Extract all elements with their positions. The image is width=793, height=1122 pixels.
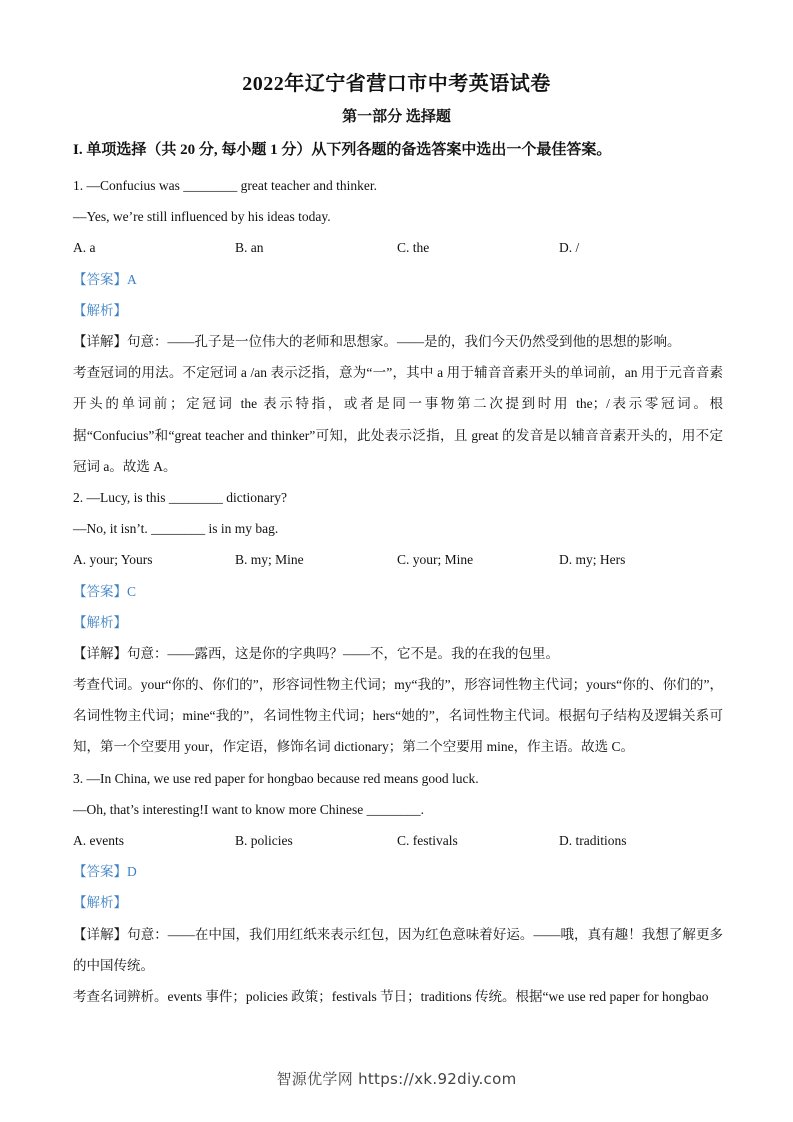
options-row — [73, 544, 723, 575]
option-b: B. policies — [235, 833, 293, 849]
explanation-text: 考查冠词的用法。不定冠词 a /an 表示泛指，意为“一”，其中 a 用于辅音音素开头的单词前，an 用于元音音素开头的单词前；定冠词 the 表示特指，或者是同一事物第二次提到时用 the；/表示零冠词。根据“Confucius”和“great teacher and thinker”可知，此处表示泛指，且 great 的发音是以辅音音素开头的，用不定冠词 a。故选 A。 — [73, 365, 723, 474]
questions-content — [73, 170, 723, 1012]
detail-translation: 【详解】句意：——露西，这是你的字典吗？——不，它不是。我的在我的包里。 — [73, 645, 559, 661]
detail-translation: 【详解】句意：——在中国，我们用红纸来表示红包，因为红色意味着好运。——哦，真有趣！我想了解更多的中国传统。 — [73, 926, 723, 973]
question-block — [73, 482, 723, 763]
option-a: A. a — [73, 240, 96, 256]
page-title: 2022年辽宁省营口市中考英语试卷 — [242, 73, 551, 95]
option-d: D. my; Hers — [559, 552, 626, 568]
option-a: A. your; Yours — [73, 552, 153, 568]
question-stem: 3. —In China, we use red paper for hongbao because red means good luck. — [73, 770, 479, 786]
option-c: C. your; Mine — [397, 552, 474, 568]
options-row — [73, 825, 723, 856]
option-b: B. an — [235, 240, 264, 256]
option-c: C. festivals — [397, 833, 458, 849]
question-block — [73, 170, 723, 482]
question-block — [73, 763, 723, 1013]
explanation-text: 考查名词辨析。events 事件；policies 政策；festivals 节日；traditions 传统。根据“we use red paper for hongbao — [73, 989, 709, 1005]
question-reply: —Yes, we’re still influenced by his ideas today. — [73, 209, 331, 225]
footer-watermark: 智源优学网 https://xk.92diy.com — [276, 1070, 517, 1088]
part-subtitle: 第一部分 选择题 — [342, 109, 451, 125]
option-a: A. events — [73, 833, 124, 849]
option-d: D. / — [559, 240, 580, 256]
answer-text: 【答案】C — [73, 583, 137, 599]
question-reply: —No, it isn’t. ________ is in my bag. — [73, 521, 279, 537]
answer-text: 【答案】A — [73, 271, 137, 287]
option-b: B. my; Mine — [235, 552, 304, 568]
question-stem: 2. —Lucy, is this ________ dictionary? — [73, 489, 287, 505]
answer-label — [73, 264, 723, 295]
analysis-label: 【解析】 — [73, 302, 127, 318]
answer-label — [73, 856, 723, 887]
question-stem: 1. —Confucius was ________ great teacher and thinker. — [73, 178, 378, 193]
answer-text: 【答案】D — [73, 864, 137, 880]
answer-label — [73, 576, 723, 607]
option-c: C. the — [397, 240, 430, 256]
analysis-label: 【解析】 — [73, 895, 127, 911]
detail-translation: 【详解】句意：——孔子是一位伟大的老师和思想家。——是的，我们今天仍然受到他的思想的影响。 — [73, 333, 681, 349]
explanation-text: 考查代词。your“你的、你们的”，形容词性物主代词；my“我的”，形容词性物主代词；yours“你的、你们的”，名词性物主代词；mine“我的”，名词性物主代词；hers“她的”，名词性物主代词。根据句子结构及逻辑关系可知，第一个空要用 your，作定语，修饰名词 dictionary；第二个空要用 mine，作主语。故选 C。 — [73, 677, 723, 755]
section-heading: I. 单项选择（共 20 分, 每小题 1 分）从下列各题的备选答案中选出一个最佳答案。 — [73, 142, 612, 158]
options-row — [73, 232, 723, 263]
question-reply: —Oh, that’s interesting!I want to know more Chinese ________. — [73, 801, 424, 817]
option-d: D. traditions — [559, 833, 627, 849]
analysis-label: 【解析】 — [73, 614, 127, 630]
